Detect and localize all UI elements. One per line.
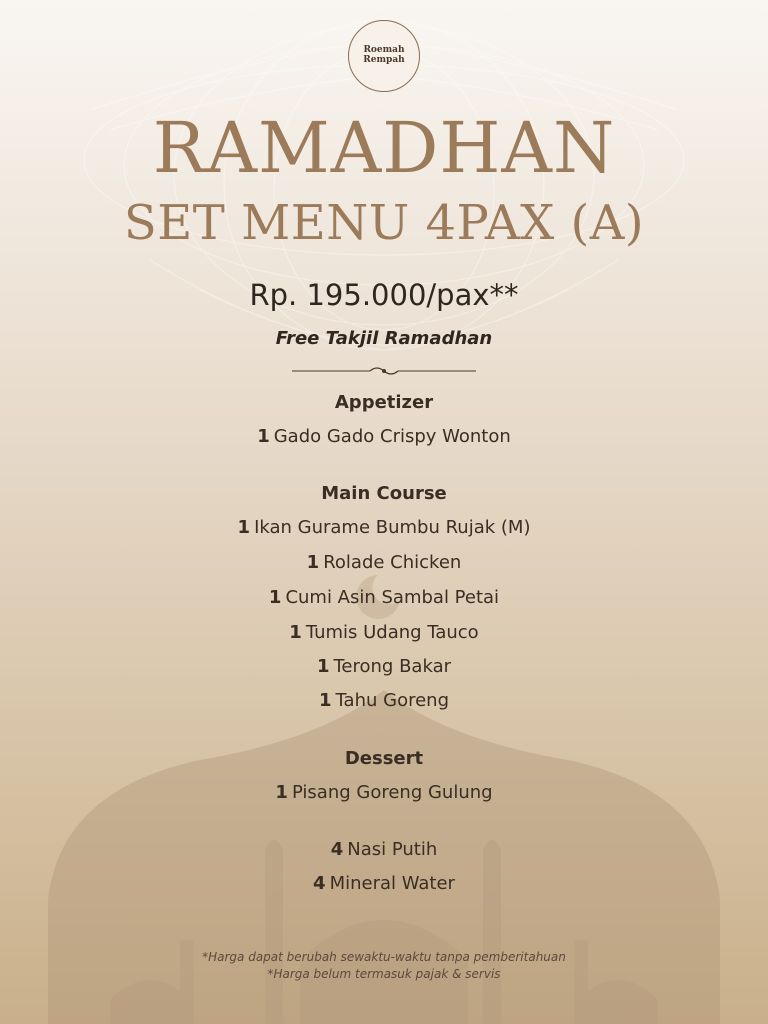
item-qty: 1 xyxy=(289,622,302,643)
brand-logo xyxy=(348,20,420,92)
footnote-tax-service: *Harga belum termasuk pajak & servis xyxy=(267,967,501,981)
menu-item xyxy=(0,585,768,611)
menu-item xyxy=(0,424,768,450)
item-qty: 1 xyxy=(319,690,332,711)
page-subtitle: SET MENU 4PAX (A) xyxy=(123,195,645,251)
menu-item xyxy=(0,550,768,576)
section-title-dessert: Dessert xyxy=(344,748,424,769)
section-title-main-course: Main Course xyxy=(321,483,447,504)
item-name: Ikan Gurame Bumbu Rujak (M) xyxy=(254,517,531,538)
item-qty: 1 xyxy=(257,426,270,447)
item-qty: 4 xyxy=(330,839,344,860)
logo-line-1: Roemah xyxy=(363,45,405,55)
item-name: Rolade Chicken xyxy=(323,552,462,573)
item-qty: 1 xyxy=(268,587,282,608)
item-qty: 1 xyxy=(306,552,320,573)
page-title: RAMADHAN xyxy=(152,107,616,189)
section-title-appetizer: Appetizer xyxy=(334,392,434,413)
menu-item xyxy=(0,871,768,897)
menu-item xyxy=(0,688,768,714)
logo-line-2: Rempah xyxy=(363,55,405,65)
menu-item xyxy=(0,654,768,680)
menu-item xyxy=(0,780,768,806)
item-name: Nasi Putih xyxy=(347,839,438,860)
item-qty: 4 xyxy=(313,873,326,894)
item-name: Tumis Udang Tauco xyxy=(305,622,479,643)
menu-item xyxy=(0,620,768,646)
menu-item xyxy=(0,515,768,541)
menu-item xyxy=(0,837,768,863)
price-label: Rp. 195.000/pax** xyxy=(249,278,519,312)
item-qty: 1 xyxy=(275,782,288,803)
item-name: Cumi Asin Sambal Petai xyxy=(285,587,500,608)
footnote-price-change: *Harga dapat berubah sewaktu-waktu tanpa pemberitahuan xyxy=(202,950,566,964)
ornament-divider xyxy=(292,364,476,378)
item-name: Tahu Goreng xyxy=(335,690,449,711)
item-qty: 1 xyxy=(316,656,330,677)
item-qty: 1 xyxy=(237,517,251,538)
item-name: Terong Bakar xyxy=(333,656,452,677)
item-name: Pisang Goreng Gulung xyxy=(291,782,493,803)
item-name: Mineral Water xyxy=(329,873,455,894)
free-takjil-note: Free Takjil Ramadhan xyxy=(275,328,493,349)
item-name: Gado Gado Crispy Wonton xyxy=(273,426,511,447)
